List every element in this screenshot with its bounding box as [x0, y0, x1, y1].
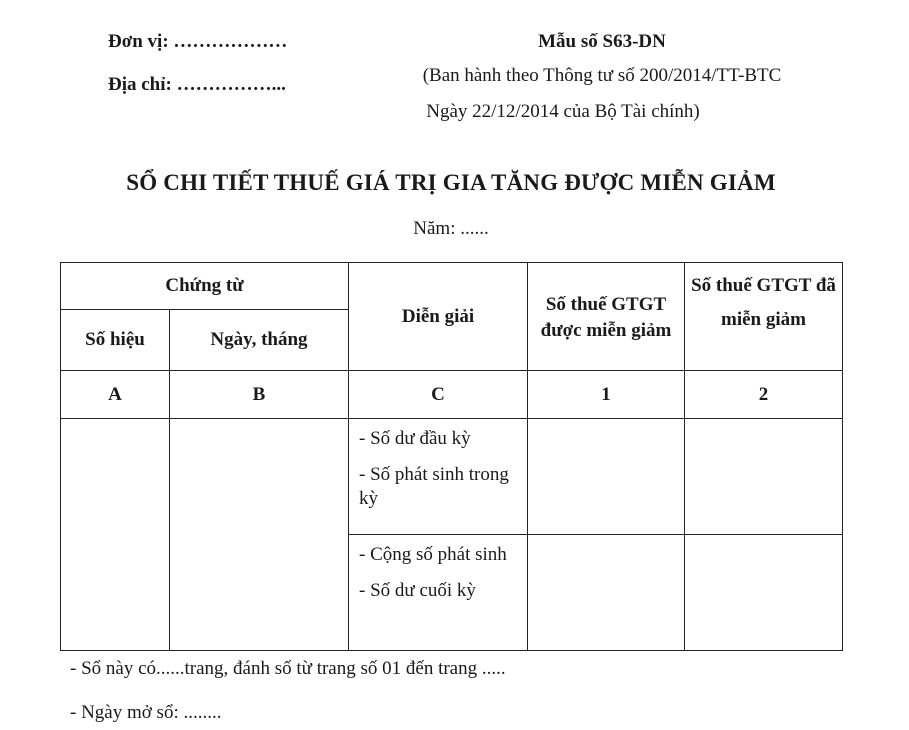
column-code: C [349, 371, 528, 419]
description-item: - Số phát sinh trong kỳ [359, 464, 509, 509]
form-code: Mẫu số S63-DN [538, 31, 666, 52]
unit-label: Đơn vị: ……………… [108, 31, 288, 52]
pages-note: - Sổ này có......trang, đánh số từ trang số 01 đến trang ..... [70, 658, 506, 679]
description-header: Diễn giải [349, 263, 528, 371]
ledger-table [60, 262, 843, 651]
table-row [61, 419, 843, 535]
exempt-tax-header: Số thuế GTGT được miễn giảm [528, 263, 685, 371]
description-item: - Cộng số phát sinh [359, 544, 507, 565]
doc-number-cell [61, 419, 170, 651]
column-code: 1 [528, 371, 685, 419]
description-cell [349, 419, 528, 535]
voucher-group-header: Chứng từ [61, 263, 349, 310]
address-label: Địa chỉ: ……………... [108, 74, 286, 95]
column-code: 2 [685, 371, 843, 419]
exempt-tax-cell [528, 419, 685, 535]
header-row-1 [61, 263, 843, 310]
date-cell [170, 419, 349, 651]
description-item: - Số dư cuối kỳ [359, 580, 476, 601]
year-label: Năm: ...... [413, 218, 489, 239]
column-code-row [61, 371, 843, 419]
issued-by-line-2: Ngày 22/12/2014 của Bộ Tài chính) [426, 101, 700, 122]
exempt-tax-cell [528, 535, 685, 651]
exempted-tax-header: Số thuế GTGT đã miễn giảm [685, 263, 843, 371]
date-header: Ngày, tháng [170, 310, 349, 371]
column-code: B [170, 371, 349, 419]
open-date-note: - Ngày mở sổ: ........ [70, 702, 222, 723]
issued-by-line-1: (Ban hành theo Thông tư số 200/2014/TT-BTC [422, 65, 782, 86]
column-code: A [61, 371, 170, 419]
description-cell [349, 535, 528, 651]
exempted-tax-cell [685, 535, 843, 651]
document-title: SỔ CHI TIẾT THUẾ GIÁ TRỊ GIA TĂNG ĐƯỢC MIỄN GIẢM [126, 170, 776, 195]
doc-number-header: Số hiệu [61, 310, 170, 371]
exempted-tax-cell [685, 419, 843, 535]
description-item: - Số dư đầu kỳ [359, 428, 471, 449]
